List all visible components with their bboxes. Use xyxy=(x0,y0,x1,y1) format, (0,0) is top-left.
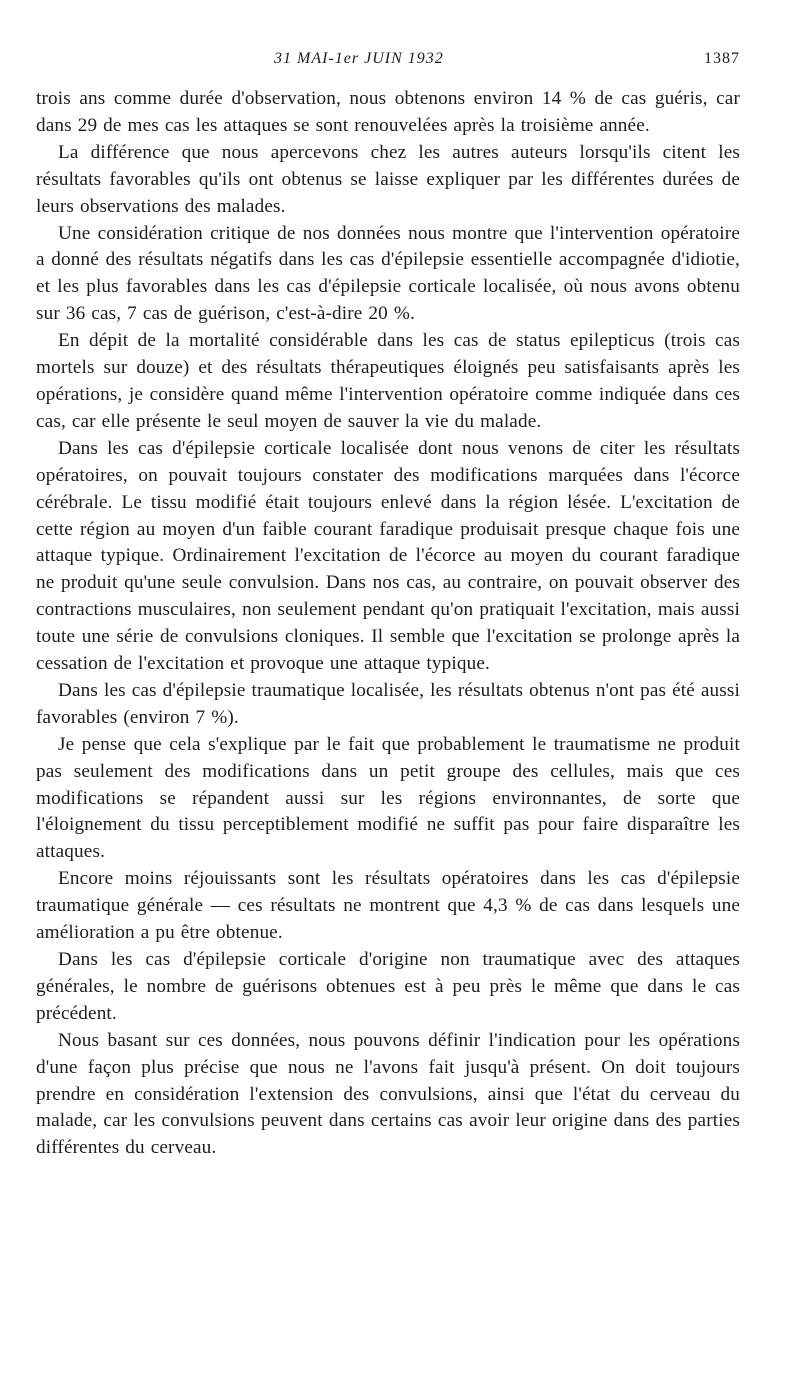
paragraph: La différence que nous apercevons chez les autres auteurs lorsqu'ils citent les résultats favorables qu'ils ont obtenus se laisse expliquer par les différentes durées de leurs observations des malades. xyxy=(36,141,740,217)
paragraph: Une considération critique de nos données nous montre que l'intervention opératoire a donné des résultats négatifs dans les cas d'épilepsie essentielle accompagnée d'idiotie, et les plus favorables dans les cas d'épilepsie corticale localisée, où nous avons obtenu sur 36 cas, 7 cas de guérison, c'est-à-dire 20 %. xyxy=(36,222,740,325)
paragraph: Dans les cas d'épilepsie corticale localisée dont nous venons de citer les résultats opératoires, on pouvait toujours constater des modifications marquées dans l'écorce cérébrale. Le tissu modifié était toujours enlevé dans la région lésée. L'excitation de cette région au moyen d'un faible courant faradique produisait presque chaque fois une attaque typique. Ordinairement l'excitation de l'écorce au moyen du courant faradique ne produit qu'une seule convulsion. Dans nos cas, au contraire, on pouvait observer des contractions musculaires, non seulement pendant qu'on pratiquait l'excitation, mais aussi toute une série de convulsions cloniques. Il semble que l'excitation se prolonge après la cessation de l'excitation et provoque une attaque typique. xyxy=(36,437,740,675)
paragraph: Encore moins réjouissants sont les résultats opératoires dans les cas d'épilepsie traumatique générale — ces résultats ne montrent que 4,3 % de cas dans lesquels une amélioration a pu être obtenue. xyxy=(36,868,740,944)
paragraph: Dans les cas d'épilepsie corticale d'origine non traumatique avec des attaques générales, le nombre de guérisons obtenues est à peu près le même que dans le cas précédent. xyxy=(36,949,740,1024)
paragraph: Dans les cas d'épilepsie traumatique localisée, les résultats obtenus n'ont pas été aussi favorables (environ 7 %). xyxy=(36,679,740,728)
paragraph: trois ans comme durée d'observation, nous obtenons environ 14 % de cas guéris, car dans 29 de mes cas les attaques se sont renouvelées après la troisième année. xyxy=(36,88,740,136)
paragraph: Nous basant sur ces données, nous pouvons définir l'indication pour les opérations d'une façon plus précise que nous ne l'avons fait jusqu'à présent. On doit toujours prendre en considération l'extension des convulsions, ainsi que l'état du cerveau du malade, car les convulsions peuvent dans certains cas avoir leur origine dans des parties différentes du cerveau. xyxy=(36,1029,740,1159)
header-date: 31 MAI-1er JUIN 1932 xyxy=(274,50,444,67)
page-number: 1387 xyxy=(704,50,740,67)
running-header xyxy=(36,50,740,72)
paragraph: En dépit de la mortalité considérable dans les cas de status epilepticus (trois cas mortels sur douze) et des résultats thérapeutiques éloignés peu satisfaisants après les opérations, je considère quand même l'intervention opératoire comme indiquée dans ces cas, car elle présente le seul moyen de sauver la vie du malade. xyxy=(36,330,740,432)
paragraph: Je pense que cela s'explique par le fait que probablement le traumatisme ne produit pas seulement des modifications dans un petit groupe des cellules, mais que ces modifications se répandent aussi sur les régions environnantes, de sorte que l'éloignement du tissu perceptiblement modifié ne suffit pas pour faire disparaître les attaques. xyxy=(36,733,740,863)
body-text xyxy=(36,86,740,1162)
